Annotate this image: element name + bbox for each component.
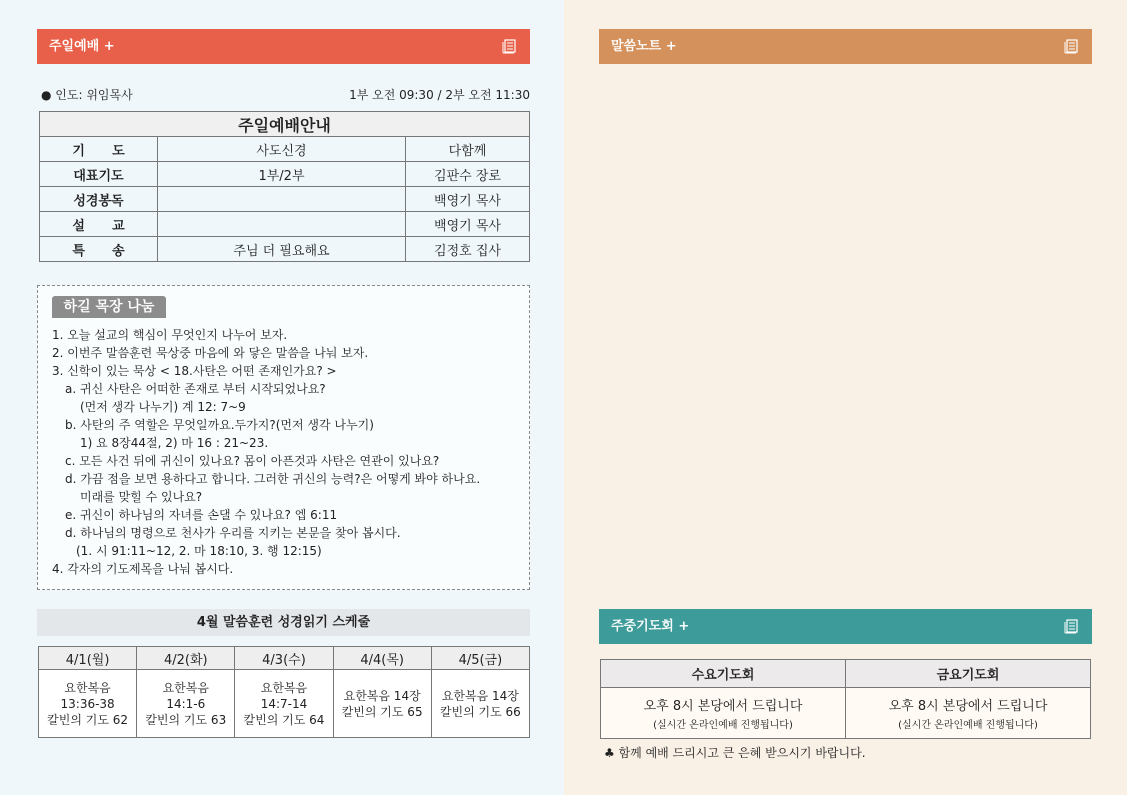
prayer-table	[600, 659, 1091, 739]
schedule-cell: 요한복음 13:36-38 칼빈의 기도 62	[39, 670, 137, 738]
book-icon	[1064, 618, 1080, 634]
question-line: 4. 각자의 기도제목을 나눠 봅시다.	[52, 562, 234, 576]
question-line: a. 귀신 사탄은 어떠한 존재로 부터 시작되었나요?	[65, 382, 326, 396]
schedule-cell: 요한복음 14:7-14 칼빈의 기도 64	[235, 670, 333, 738]
schedule-cell: 요한복음 14:1-6 칼빈의 기도 63	[137, 670, 235, 738]
question-line: 1) 요 8장44절, 2) 마 16 : 21~23.	[80, 436, 269, 450]
row-who: 다함께	[406, 137, 530, 162]
sermon-notes-header-label: 말씀노트 +	[611, 39, 677, 54]
schedule-date: 4/5(금)	[431, 647, 529, 670]
question-line: e. 귀신이 하나님의 자녀를 손댈 수 있나요? 엡 6:11	[65, 508, 338, 522]
mokjang-sharing-box	[37, 285, 530, 590]
row-content: 사도신경	[158, 137, 406, 162]
worship-table-title: 주일예배안내	[40, 112, 530, 137]
row-who: 백영기 목사	[406, 187, 530, 212]
row-who: 백영기 목사	[406, 212, 530, 237]
row-label: 대표기도	[40, 162, 158, 187]
schedule-title: 4월 말씀훈련 성경읽기 스케줄	[37, 609, 530, 636]
table-row	[40, 137, 530, 162]
row-who: 김판수 장로	[406, 162, 530, 187]
prayer-col-title: 수요기도회	[601, 660, 846, 688]
row-label: 특 송	[40, 237, 158, 262]
closing-note: ♣ 함께 예배 드리시고 큰 은혜 받으시기 바랍니다.	[604, 746, 866, 760]
question-line: 미래를 맞힐 수 있나요?	[80, 490, 203, 504]
row-label: 설 교	[40, 212, 158, 237]
service-times: 1부 오전 09:30 / 2부 오전 11:30	[349, 88, 530, 102]
question-line: d. 하나님의 명령으로 천사가 우리를 지키는 본문을 찾아 봅시다.	[65, 526, 401, 540]
table-row	[40, 212, 530, 237]
row-label: 성경봉독	[40, 187, 158, 212]
table-row	[40, 237, 530, 262]
prayer-col-content: 오후 8시 본당에서 드립니다 (실시간 온라인예배 진행됩니다)	[601, 688, 846, 739]
question-line: c. 모든 사건 뒤에 귀신이 있나요? 몸이 아픈것과 사탄은 연관이 있나요?	[65, 454, 440, 468]
schedule-date: 4/2(화)	[137, 647, 235, 670]
row-content: 1부/2부	[158, 162, 406, 187]
question-line: (1. 시 91:11~12, 2. 마 18:10, 3. 행 12:15)	[76, 544, 322, 558]
book-icon	[502, 38, 518, 54]
question-line: b. 사탄의 주 역할은 무엇일까요.두가지?(먼저 생각 나누기)	[65, 418, 374, 432]
question-line: 3. 신학이 있는 묵상 < 18.사탄은 어떤 존재인가요? >	[52, 364, 337, 378]
worship-table	[39, 111, 530, 262]
prayer-col-title: 금요기도회	[846, 660, 1091, 688]
row-label: 기 도	[40, 137, 158, 162]
question-line: 1. 오늘 설교의 핵심이 무엇인지 나누어 보자.	[52, 328, 288, 342]
sunday-worship-header[interactable]	[37, 29, 530, 64]
schedule-date: 4/4(목)	[333, 647, 431, 670]
question-line: d. 가끔 점을 보면 용하다고 합니다. 그러한 귀신의 능력?은 어떻게 봐야 하나요.	[65, 472, 481, 486]
table-row	[40, 162, 530, 187]
schedule-cell: 요한복음 14장 칼빈의 기도 65	[333, 670, 431, 738]
mokjang-title: 하길 목장 나눔	[52, 296, 166, 318]
schedule-table	[38, 646, 530, 738]
prayer-col-content: 오후 8시 본당에서 드립니다 (실시간 온라인예배 진행됩니다)	[846, 688, 1091, 739]
sunday-worship-header-label: 주일예배 +	[49, 39, 115, 54]
question-line: 2. 이번주 말씀훈련 묵상중 마음에 와 닿은 말씀을 나눠 보자.	[52, 346, 369, 360]
row-who: 김정호 집사	[406, 237, 530, 262]
row-content	[158, 187, 406, 212]
book-icon	[1064, 38, 1080, 54]
sermon-notes-header[interactable]	[599, 29, 1092, 64]
weekday-prayer-header-label: 주중기도회 +	[611, 619, 690, 634]
question-line: (먼저 생각 나누기) 계 12: 7~9	[80, 400, 246, 414]
row-content: 주님 더 필요해요	[158, 237, 406, 262]
weekday-prayer-header[interactable]	[599, 609, 1092, 644]
schedule-cell: 요한복음 14장 칼빈의 기도 66	[431, 670, 529, 738]
schedule-date: 4/3(수)	[235, 647, 333, 670]
table-row	[40, 187, 530, 212]
leader-info: ● 인도: 위임목사	[41, 88, 133, 102]
leader-text: 인도: 위임목사	[55, 88, 133, 102]
row-content	[158, 212, 406, 237]
schedule-date: 4/1(월)	[39, 647, 137, 670]
